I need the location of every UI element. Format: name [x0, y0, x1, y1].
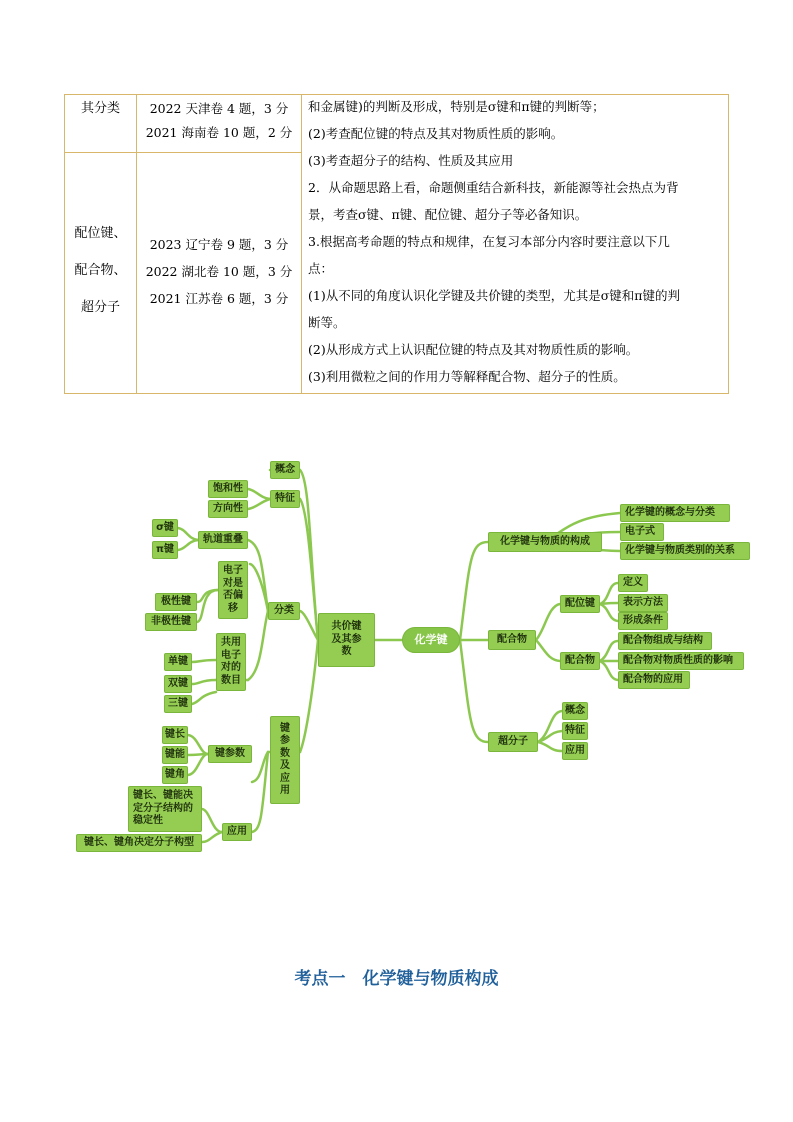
nonpolar-bond-node[interactable] — [145, 613, 197, 631]
node-label-line: 移 — [228, 602, 238, 614]
table-divider — [301, 95, 302, 393]
description-line: (3)考查超分子的结构、性质及其应用 — [308, 153, 514, 168]
description-line: 2．从命题思路上看，命题侧重结合新科技，新能源等社会热点为背 — [308, 180, 679, 195]
node-label-line: 及其参 — [331, 633, 362, 645]
node-label: 化学键的概念与分类 — [625, 507, 715, 519]
node-label: 表示方法 — [623, 597, 663, 609]
polar-bond-node[interactable] — [155, 593, 197, 611]
connector — [178, 528, 198, 540]
node-label: 键能 — [165, 749, 185, 761]
cbm-item-node[interactable] — [620, 504, 730, 522]
node-label: π键 — [156, 544, 174, 556]
complex-node[interactable] — [488, 630, 536, 650]
node-label: 电子式 — [625, 526, 655, 538]
node-label: 键角 — [165, 769, 185, 781]
connector — [600, 603, 618, 604]
category-cell — [65, 215, 136, 326]
connector — [536, 640, 560, 661]
node-label — [280, 723, 290, 798]
category-label: 超分子 — [80, 300, 120, 315]
node-label: 形成条件 — [623, 615, 663, 627]
connector — [248, 489, 270, 499]
connector — [600, 661, 618, 680]
node-label-line: 电子 — [223, 565, 243, 576]
description-line: (1)从不同的角度认识化学键及共价键的类型，尤其是σ键和π键的判 — [308, 288, 680, 303]
supra-item-node[interactable] — [562, 722, 588, 740]
triple-bond-node[interactable] — [164, 695, 192, 713]
node-label-line: 对是 — [223, 577, 243, 589]
cbm-item-node[interactable] — [620, 542, 750, 560]
exam-cell — [137, 231, 301, 312]
category-cell — [65, 100, 136, 118]
bond-length-node[interactable] — [162, 726, 188, 744]
node-label: 方向性 — [213, 503, 243, 515]
connector — [192, 660, 216, 662]
exam-ref: 2021 海南卷 10 题，2 分 — [145, 125, 293, 140]
bond-params-node[interactable] — [270, 716, 300, 804]
pi-bond-node[interactable] — [152, 541, 178, 559]
category-label: 其分类 — [80, 101, 120, 116]
electron-shift-node[interactable] — [218, 561, 248, 619]
node-label: 轨道重叠 — [203, 534, 243, 546]
node-label-line: 共用 — [221, 637, 241, 648]
exam-ref: 2023 辽宁卷 9 题，3 分 — [149, 237, 289, 252]
node-label-line: 应 — [280, 772, 290, 784]
connector — [248, 611, 268, 680]
node-label: 配合物对物质性质的影响 — [623, 655, 733, 667]
connector — [188, 735, 208, 754]
node-label-line: 定分子结构的 — [133, 802, 193, 814]
saturation-node[interactable] — [208, 480, 248, 498]
mind-map — [0, 440, 793, 880]
node-label: 双键 — [168, 678, 188, 690]
orbital-overlap-node[interactable] — [198, 531, 248, 549]
complex-item-node[interactable] — [618, 671, 690, 689]
coord-bond-node[interactable] — [560, 595, 600, 613]
supra-item-node[interactable] — [562, 742, 588, 760]
node-label: 配合物组成与结构 — [623, 635, 703, 647]
node-label-line: 对的 — [221, 662, 241, 673]
node-label — [133, 790, 193, 828]
node-label: 配位键 — [565, 598, 595, 610]
node-label: 应用 — [565, 745, 585, 757]
node-label-line: 共价键 — [331, 621, 362, 633]
node-label: 键参数 — [215, 748, 245, 760]
connector — [252, 752, 268, 832]
direction-node[interactable] — [208, 500, 248, 518]
table-divider — [65, 152, 301, 153]
complex-item-node[interactable] — [618, 652, 744, 670]
connector — [538, 742, 562, 751]
node-label: 定义 — [623, 577, 643, 589]
node-label: 配合物 — [497, 634, 527, 646]
key-params-node[interactable] — [208, 745, 252, 763]
exam-cell — [137, 97, 301, 145]
category-label: 配位键、 — [74, 226, 127, 241]
connector — [188, 754, 208, 775]
root-node[interactable] — [402, 627, 460, 653]
classification-node[interactable] — [268, 602, 300, 620]
covalent-node[interactable] — [318, 613, 375, 667]
node-label: σ键 — [156, 522, 174, 534]
node-label: 化学键与物质类别的关系 — [625, 545, 735, 557]
connector — [197, 590, 218, 622]
node-label-line: 电子 — [221, 649, 241, 661]
exam-ref: 2022 湖北卷 10 题，3 分 — [145, 264, 293, 279]
node-label: 键长、键角决定分子构型 — [84, 837, 194, 849]
shared-pairs-node[interactable] — [216, 633, 246, 691]
connector — [178, 540, 198, 550]
node-label-line: 稳定性 — [133, 815, 163, 827]
node-label — [332, 621, 362, 659]
description-cell — [308, 93, 728, 390]
description-line: 和金属键)的判断及形成，特别是σ键和π键的判断等； — [308, 99, 605, 114]
node-label: 三键 — [168, 698, 188, 710]
node-label: 特征 — [565, 725, 585, 737]
single-bond-node[interactable] — [164, 653, 192, 671]
coord-item-node[interactable] — [618, 612, 668, 630]
connector — [600, 604, 618, 621]
bond-energy-node[interactable] — [162, 746, 188, 764]
node-label-line: 键 — [280, 722, 290, 734]
connector — [300, 640, 318, 752]
complex-item-node[interactable] — [618, 632, 712, 650]
description-line: (2)考查配位键的特点及其对物质性质的影响。 — [308, 126, 564, 141]
supra-item-node[interactable] — [562, 702, 588, 720]
description-line: 断等。 — [308, 315, 346, 330]
connector — [538, 731, 562, 742]
node-label: 极性键 — [161, 596, 191, 608]
sigma-bond-node[interactable] — [152, 519, 178, 537]
node-label — [223, 565, 243, 615]
node-label: 分类 — [274, 605, 294, 617]
node-label: 特征 — [275, 493, 295, 505]
node-label: 配合物 — [565, 655, 595, 667]
node-label-line: 数 — [280, 747, 290, 759]
node-label-line: 否偏 — [223, 590, 243, 601]
app-geometry-node[interactable] — [76, 834, 202, 852]
node-label: 单键 — [168, 656, 188, 668]
coord-item-node[interactable] — [618, 594, 668, 612]
cbm-item-node[interactable] — [620, 523, 664, 541]
node-label-line: 及 — [280, 760, 290, 771]
node-label: 饱和性 — [213, 483, 243, 495]
node-label-line: 数目 — [221, 674, 241, 686]
section-title: 考点一 化学键与物质构成 — [294, 969, 499, 989]
exam-table — [64, 94, 729, 394]
node-label — [221, 637, 241, 687]
description-line: 景，考查σ键、π键、配位键、超分子等必备知识。 — [308, 207, 588, 222]
description-line: 点： — [308, 261, 334, 276]
node-label: 化学键与物质的构成 — [500, 536, 590, 548]
connector — [192, 680, 216, 684]
node-label: 应用 — [227, 826, 247, 838]
description-line: (2)从形成方式上认识配位键的特点及其对物质性质的影响。 — [308, 342, 639, 357]
node-label: 概念 — [275, 464, 295, 476]
connector — [600, 641, 618, 661]
feature-node[interactable] — [270, 490, 300, 508]
node-label-line: 键长、键能决 — [133, 790, 193, 802]
connector — [600, 583, 618, 604]
concept-node[interactable] — [270, 461, 300, 479]
node-label: 化学键 — [414, 632, 448, 646]
supramolecule-node[interactable] — [488, 732, 538, 752]
coord-item-node[interactable] — [618, 574, 648, 592]
node-label: 配合物的应用 — [623, 674, 683, 686]
node-label: 超分子 — [498, 736, 528, 748]
complex-sub-node[interactable] — [560, 652, 600, 670]
bond-angle-node[interactable] — [162, 766, 188, 784]
double-bond-node[interactable] — [164, 675, 192, 693]
connector — [460, 640, 488, 742]
connector — [192, 692, 216, 704]
app-stability-node[interactable] — [128, 786, 202, 832]
category-label: 配合物、 — [74, 263, 127, 278]
chem-bond-matter-node[interactable] — [488, 532, 602, 552]
node-label-line: 参 — [280, 735, 290, 746]
node-label: 非极性键 — [151, 616, 191, 628]
connector — [202, 809, 222, 832]
connector — [202, 832, 222, 842]
application-node[interactable] — [222, 823, 252, 841]
description-line: (3)利用微粒之间的作用力等解释配合物、超分子的性质。 — [308, 369, 626, 384]
description-line: 3.根据高考命题的特点和规律，在复习本部分内容时要注意以下几 — [308, 234, 670, 249]
exam-ref: 2021 江苏卷 6 题，3 分 — [149, 291, 289, 306]
connector — [536, 604, 560, 640]
node-label: 概念 — [565, 705, 585, 717]
exam-ref: 2022 天津卷 4 题，3 分 — [149, 101, 289, 116]
connector — [538, 711, 562, 742]
connector — [248, 499, 270, 509]
node-label-line: 数 — [341, 646, 352, 658]
node-label-line: 用 — [280, 785, 290, 796]
connector — [460, 542, 488, 640]
node-label: 键长 — [165, 729, 185, 741]
